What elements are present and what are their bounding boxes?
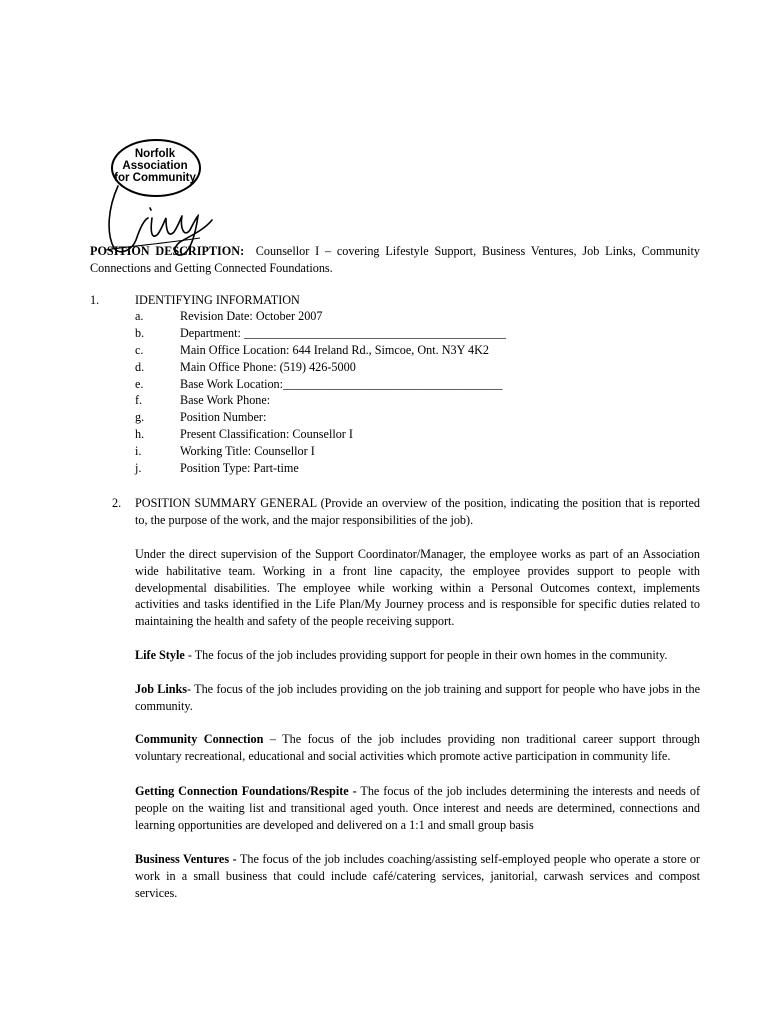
list-item [135, 460, 700, 477]
life-style-paragraph [135, 647, 700, 664]
business-ventures-label: Business Ventures - [135, 852, 237, 867]
identifying-info-list [90, 308, 700, 476]
list-item-letter: d. [135, 359, 145, 374]
summary-intro: Under the direct supervision of the Support Coordinator/Manager, the employee works as part of an Association wide habilitative team. Working in a front line capacity, the employee provides support to people with developmental disabilities. The employee while working within a Personal Outcomes context, implements activities and tasks identified in the Life Plan/My Journey process and is responsible for specific duties related to maintaining the health and safety of the people receiving support. [135, 546, 700, 629]
section-1-number: 1. [90, 292, 100, 307]
list-item-text: Main Office Phone: (519) 426-5000 [180, 359, 356, 374]
section-2-number: 2. [112, 496, 122, 511]
section-2-heading: POSITION SUMMARY GENERAL (Provide an overview of the position, indicating the position that is reported to, the purpose of the work, and the major responsibilities of the job). [135, 496, 700, 528]
list-item [135, 392, 700, 409]
list-item-text: Position Type: Part-time [180, 460, 299, 475]
list-item [135, 409, 700, 426]
life-style-text: - The focus of the job includes providing support for people in their own homes in the community. [184, 647, 668, 662]
list-item-letter: a. [135, 309, 144, 324]
job-links-paragraph [135, 681, 700, 715]
logo-line-2: Association [122, 160, 188, 172]
job-links-text: - The focus of the job includes providing on the job training and support for people who have jobs in the community. [135, 681, 701, 713]
community-connection-label: Community Connection [135, 732, 264, 747]
section-position-summary [90, 495, 700, 901]
list-item-letter: c. [135, 342, 144, 357]
list-item-letter: j. [135, 460, 142, 475]
list-item-letter: f. [135, 393, 143, 408]
job-links-label: Job Links [135, 681, 188, 696]
list-item [135, 426, 700, 443]
business-ventures-paragraph [135, 851, 700, 901]
list-item-text: Department: ___________________________________________ [180, 326, 506, 341]
document-body [90, 243, 700, 902]
business-ventures-text: The focus of the job includes coaching/assisting self-employed people who operate a store or work in a small business that could include café/catering services, janitorial, carwash services and compost services. [135, 852, 700, 900]
list-item-letter: b. [135, 326, 145, 341]
list-item [135, 325, 700, 342]
list-item-text: Base Work Phone: [180, 393, 271, 408]
list-item-text: Present Classification: Counsellor I [180, 426, 353, 441]
organization-logo [96, 138, 214, 256]
logo-line-1: Norfolk [134, 148, 176, 160]
community-connection-text: – The focus of the job includes providing non traditional career support through voluntary recreational, educational and social activities which promote active participation in community life. [135, 732, 700, 764]
getting-connection-label: Getting Connection Foundations/Respite - [135, 783, 357, 798]
list-item-letter: h. [135, 426, 145, 441]
list-item [135, 376, 700, 393]
community-connection-paragraph [135, 731, 700, 765]
list-item-letter: g. [135, 410, 145, 425]
list-item [135, 308, 700, 325]
life-style-label: Life Style [135, 647, 185, 662]
position-description-text: Counsellor I – covering Lifestyle Support, Business Ventures, Job Links, Community Connections and Getting Connected Foundations. [90, 244, 701, 275]
getting-connection-paragraph [135, 783, 700, 833]
list-item [135, 359, 700, 376]
list-item [135, 342, 700, 359]
section-identifying-information [90, 292, 700, 477]
list-item-text: Working Title: Counsellor I [180, 443, 315, 458]
logo-line-3: for Community [114, 172, 196, 184]
getting-connection-text: The focus of the job includes determining the interests and needs of people on the waiting list and transitional aged youth. Once interest and needs are determined, connections and learning opportunities are developed and delivered on a 1:1 and small group basis [135, 783, 700, 832]
list-item [135, 443, 700, 460]
list-item-text: Revision Date: October 2007 [180, 309, 323, 324]
list-item-letter: e. [135, 376, 144, 391]
list-item-text: Base Work Location:____________________________________ [180, 376, 503, 391]
position-description [90, 243, 700, 277]
section-1-heading: IDENTIFYING INFORMATION [135, 292, 300, 307]
list-item-letter: i. [135, 443, 142, 458]
list-item-text: Position Number: [180, 410, 267, 425]
position-description-label: POSITION DESCRIPTION: [90, 244, 245, 258]
list-item-text: Main Office Location: 644 Ireland Rd., Simcoe, Ont. N3Y 4K2 [180, 342, 490, 357]
